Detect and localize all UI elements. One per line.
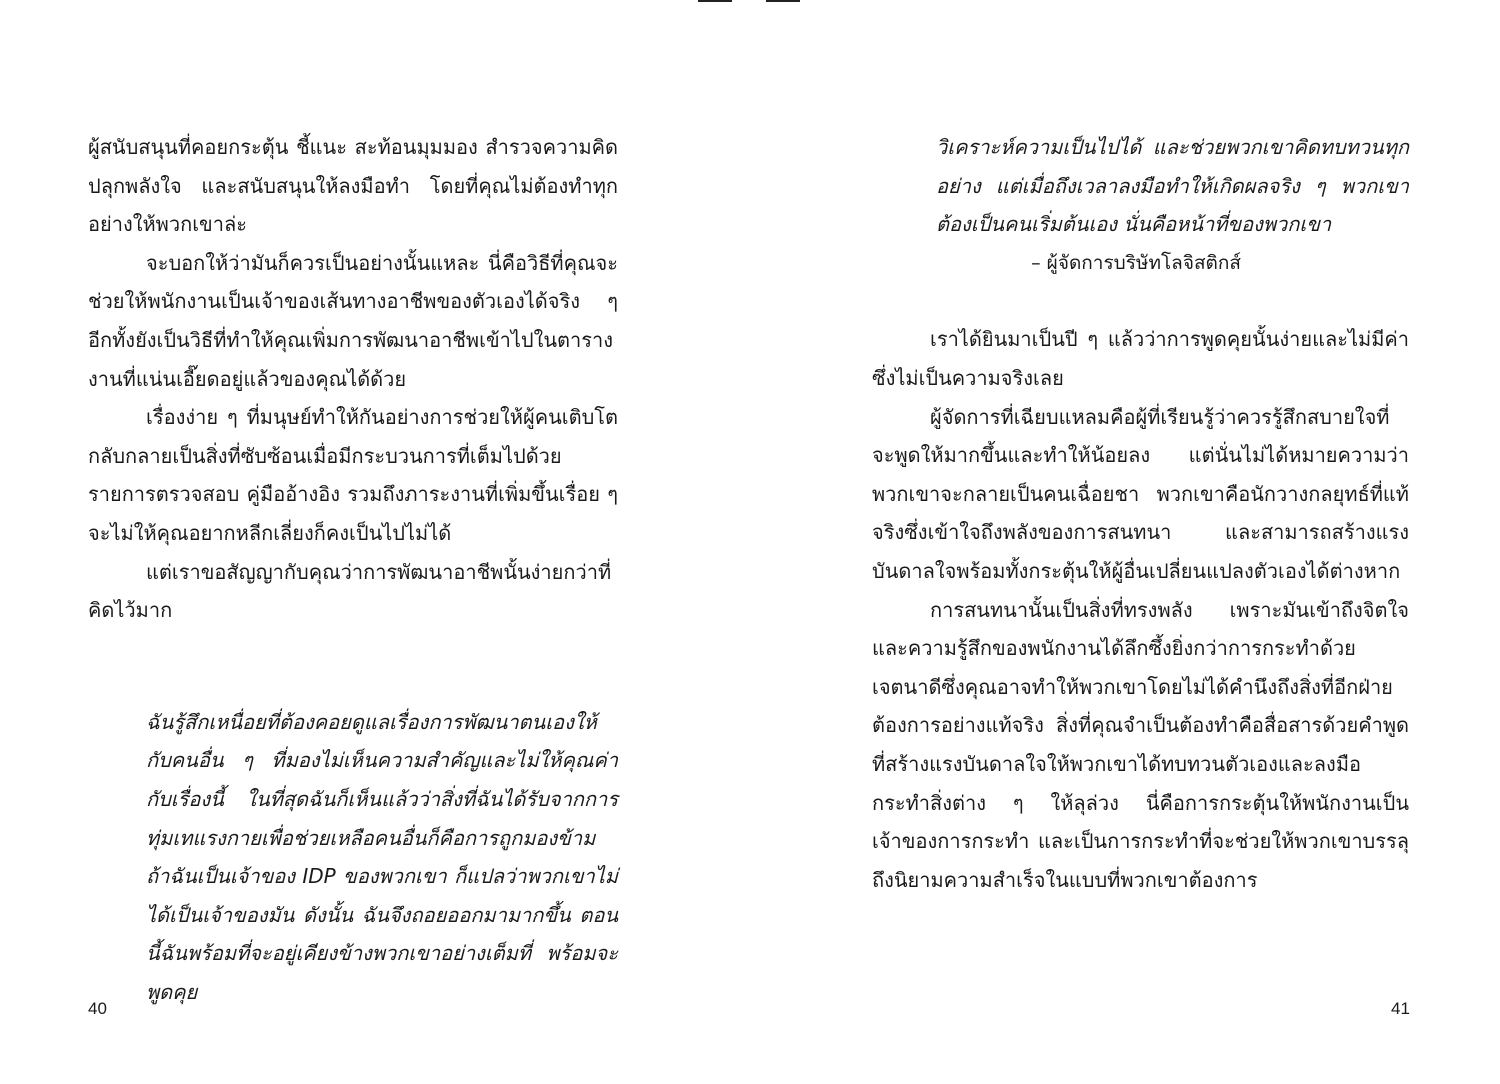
paragraph: จะบอกให้ว่ามันก็ควรเป็นอย่างนั้นแหละ นี่คือวิธีที่คุณจะช่วยให้พนักงานเป็นเจ้าของเส้นทางอาชีพของตัวเองได้จริง ๆ อีกทั้งยังเป็นวิธีที่ทำให้คุณเพิ่มการพัฒนาอาชีพเข้าไปในตารางงานที่แน่นเอี๊ยดอยู่แล้วของคุณได้ด้วย xyxy=(88,250,618,391)
paragraph: แต่เราขอสัญญากับคุณว่าการพัฒนาอาชีพนั้นง่ายกว่าที่คิดไว้มาก xyxy=(88,559,612,623)
left-page xyxy=(88,128,618,1011)
quote-attribution: – ผู้จัดการบริษัทโลจิสติกส์ xyxy=(1031,251,1241,274)
right-page xyxy=(872,128,1409,899)
quote-text: วิเคราะห์ความเป็นไปได้ และช่วยพวกเขาคิดทบทวนทุกอย่าง แต่เมื่อถึงเวลาลงมือทำให้เกิดผลจริง ๆ พวกเขาต้องเป็นคนเริ่มต้นเอง นั่นคือหน้าที่ของพวกเขา xyxy=(936,135,1409,237)
paragraph: ผู้สนับสนุนที่คอยกระตุ้น ชี้แนะ สะท้อนมุมมอง สำรวจความคิด ปลุกพลังใจ และสนับสนุนให้ลงมือทำ โดยที่คุณไม่ต้องทำทุกอย่างให้พวกเขาล่ะ xyxy=(88,135,618,237)
page-number-left: 40 xyxy=(88,999,107,1018)
paragraph: เรื่องง่าย ๆ ที่มนุษย์ทำให้กันอย่างการช่วยให้ผู้คนเติบโตกลับกลายเป็นสิ่งที่ซับซ้อนเมื่อมีกระบวนการที่เต็มไปด้วยรายการตรวจสอบ คู่มืออ้างอิง รวมถึงภาระงานที่เพิ่มขึ้นเรื่อย ๆ จะไม่ให้คุณอยากหลีกเลี่ยงก็คงเป็นไปไม่ได้ xyxy=(88,405,618,545)
quote-block xyxy=(936,128,1409,282)
paragraph: ผู้จัดการที่เฉียบแหลมคือผู้ที่เรียนรู้ว่าควรรู้สึกสบายใจที่จะพูดให้มากขึ้นและทำให้น้อยลง แต่นั่นไม่ได้หมายความว่าพวกเขาจะกลายเป็นคนเฉื่อยชา พวกเขาคือนักวางกลยุทธ์ที่แท้จริงซึ่งเข้าใจถึงพลังของการสนทนา และสามารถสร้างแรงบันดาลใจพร้อมทั้งกระตุ้นให้ผู้อื่นเปลี่ยนแปลงตัวเองได้ต่างหาก xyxy=(872,404,1409,583)
page-number-right: 41 xyxy=(1391,999,1410,1018)
top-crop-mark-right xyxy=(766,0,800,2)
paragraph: เราได้ยินมาเป็นปี ๆ แล้วว่าการพูดคุยนั้นง่ายและไม่มีค่าซึ่งไม่เป็นความจริงเลย xyxy=(872,327,1409,390)
body-text xyxy=(872,320,1409,899)
quote-block xyxy=(146,703,618,1012)
paragraph: การสนทนานั้นเป็นสิ่งที่ทรงพลัง เพราะมันเข้าถึงจิตใจและความรู้สึกของพนักงานได้ลึกซึ้งยิ่งกว่าการกระทำด้วยเจตนาดีซึ่งคุณอาจทำให้พวกเขาโดยไม่ได้คำนึงถึงสิ่งที่อีกฝ่ายต้องการอย่างแท้จริง สิ่งที่คุณจำเป็นต้องทำคือสื่อสารด้วยคำพูดที่สร้างแรงบันดาลใจให้พวกเขาได้ทบทวนตัวเองและลงมือกระทำสิ่งต่าง ๆ ให้ลุล่วง นี่คือการกระตุ้นให้พนักงานเป็นเจ้าของการกระทำ และเป็นการกระทำที่จะช่วยให้พวกเขาบรรลุถึงนิยามความสำเร็จในแบบที่พวกเขาต้องการ xyxy=(872,597,1409,892)
top-crop-mark-left xyxy=(698,0,732,2)
quote-text: ฉันรู้สึกเหนื่อยที่ต้องคอยดูแลเรื่องการพัฒนาตนเองให้กับคนอื่น ๆ ที่มองไม่เห็นความสำคัญและไม่ให้คุณค่ากับเรื่องนี้ ในที่สุดฉันก็เห็นแล้วว่าสิ่งที่ฉันได้รับจากการทุ่มเทแรงกายเพื่อช่วยเหลือคนอื่นก็คือการถูกมองข้าม ถ้าฉันเป็นเจ้าของ IDP ของพวกเขา ก็แปลว่าพวกเขาไม่ได้เป็นเจ้าของมัน ดังนั้น ฉันจึงถอยออกมามากขึ้น ตอนนี้ฉันพร้อมที่จะอยู่เคียงข้างพวกเขาอย่างเต็มที่ พร้อมจะพูดคุย xyxy=(146,709,618,1004)
